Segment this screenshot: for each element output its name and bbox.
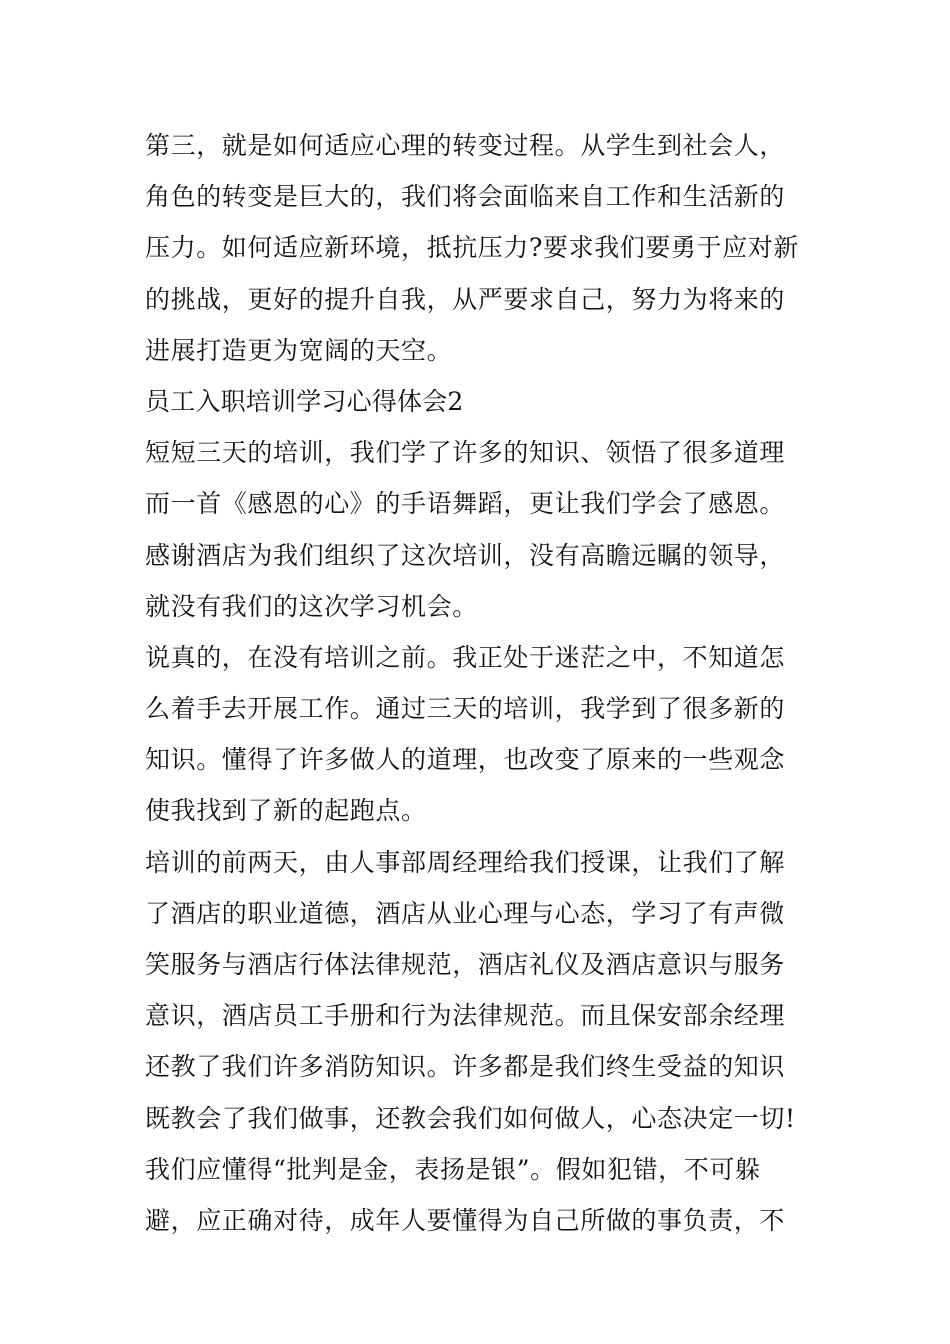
document-body: [145, 120, 810, 1246]
text-line: 我们应懂得“批判是金，表扬是银”。假如犯错，不可躲: [145, 1154, 761, 1184]
text-line: 了酒店的职业道德，酒店从业心理与心态，学习了有声微: [145, 898, 786, 928]
text-line: 短短三天的培训，我们学了许多的知识、领悟了很多道理: [145, 438, 786, 468]
text-line: 的挑战，更好的提升自我，从严要求自己，努力为将来的: [145, 284, 786, 314]
text-line: 意识，酒店员工手册和行为法律规范。而且保安部余经理: [145, 1001, 786, 1031]
text-line: 知识。懂得了许多做人的道理，也改变了原来的一些观念: [145, 745, 786, 775]
text-line: 么着手去开展工作。通过三天的培训，我学到了很多新的: [145, 694, 786, 724]
text-line: 培训的前两天，由人事部周经理给我们授课，让我们了解: [145, 847, 786, 877]
text-line: 使我找到了新的起跑点。: [145, 796, 427, 826]
text-line: 第三，就是如何适应心理的转变过程。从学生到社会人，: [145, 131, 786, 160]
text-line: 进展打造更为宽阔的天空。: [145, 335, 453, 365]
section-heading: 员工入职培训学习心得体会2: [145, 386, 464, 416]
text-line: 避，应正确对待，成年人要懂得为自己所做的事负责，不: [145, 1205, 786, 1235]
text-line: 感谢酒店为我们组织了这次培训，没有高瞻远瞩的领导，: [145, 540, 786, 570]
text-line: 压力。如何适应新环境，抵抗压力?要求我们要勇于应对新: [145, 233, 800, 263]
text-line: 还教了我们许多消防知识。许多都是我们终生受益的知识: [145, 1052, 786, 1082]
text-line: 就没有我们的这次学习机会。: [145, 591, 478, 621]
text-line: 既教会了我们做事，还教会我们如何做人，心态决定一切!: [145, 1103, 796, 1133]
text-line: 说真的，在没有培训之前。我正处于迷茫之中，不知道怎: [145, 642, 786, 672]
text-line: 笑服务与酒店行体法律规范，酒店礼仪及酒店意识与服务: [145, 950, 786, 979]
text-line: 而一首《感恩的心》的手语舞蹈，更让我们学会了感恩。: [145, 489, 786, 519]
text-line: 角色的转变是巨大的，我们将会面临来自工作和生活新的: [145, 182, 786, 212]
